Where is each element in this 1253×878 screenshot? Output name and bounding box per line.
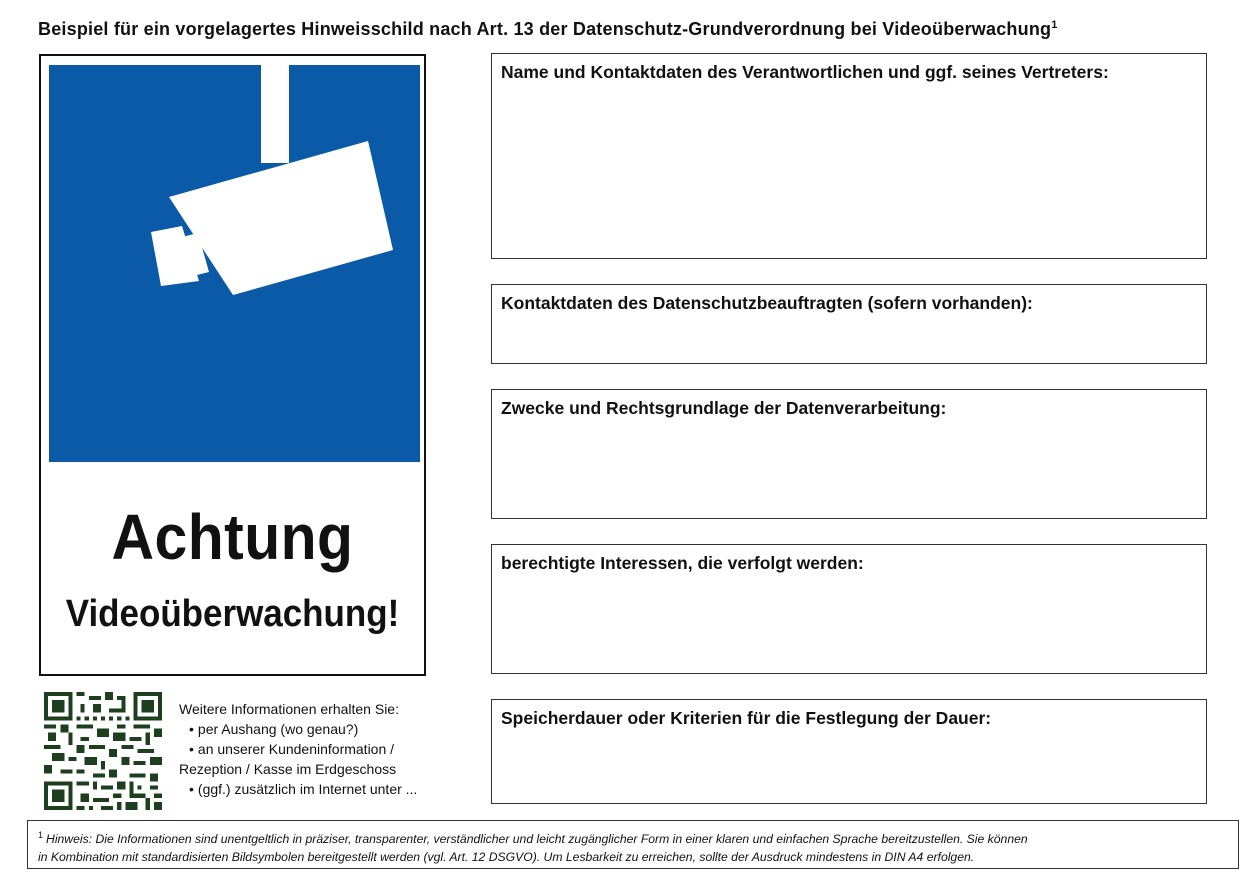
field-label: berechtigte Interessen, die verfolgt werden:	[501, 553, 864, 573]
info-item-reception: • an unserer Kundeninformation /	[179, 739, 417, 759]
info-item-reception-cont: Rezeption / Kasse im Erdgeschoss	[179, 761, 397, 777]
sign-pictogram-panel	[49, 65, 420, 462]
page-title: Beispiel für ein vorgelagertes Hinweisschild nach Art. 13 der Datenschutz-Grundverordnung bei Videoüberwachung$^1$	[38, 19, 1058, 39]
field-legitimate-interests[interactable]	[491, 544, 1207, 674]
footnote	[27, 820, 1239, 869]
further-information	[179, 699, 417, 799]
cctv-camera-icon	[49, 65, 420, 462]
footnote-line: $^1$ Hinweis: Die Informationen sind unentgeltlich in präziser, transparenter, verständlicher und leicht zugänglicher Form in einer klaren und einfachen Sprache bereitzustellen. Sie können	[38, 830, 1028, 847]
field-label: Zwecke und Rechtsgrundlage der Datenverarbeitung:	[501, 398, 947, 418]
field-label: Kontaktdaten des Datenschutzbeauftragten (sofern vorhanden):	[501, 293, 1033, 313]
qr-code-icon	[44, 692, 162, 810]
field-controller-contact[interactable]	[491, 53, 1207, 259]
field-label: Speicherdauer oder Kriterien für die Festlegung der Dauer:	[501, 708, 992, 728]
info-item-internet: • (ggf.) zusätzlich im Internet unter ...	[179, 779, 417, 799]
info-item-notice: • per Aushang (wo genau?)	[179, 719, 417, 739]
footnote-line: in Kombination mit standardisierten Bildsymbolen bereitgestellt werden (vgl. Art. 12 DSGVO). Um Lesbarkeit zu erreichen, sollte der Ausdruck mindestens in DIN A4 erfolgen.	[38, 850, 975, 865]
info-intro: Weitere Informationen erhalten Sie:	[179, 701, 399, 717]
field-storage-duration[interactable]	[491, 699, 1207, 804]
sign-subheading: Videoüberwachung!	[65, 593, 400, 635]
sign-heading: Achtung	[111, 501, 354, 573]
warning-sign	[39, 54, 426, 676]
field-dpo-contact[interactable]	[491, 284, 1207, 364]
field-label: Name und Kontaktdaten des Verantwortlichen und ggf. seines Vertreters:	[501, 62, 1109, 82]
field-purposes-legal-basis[interactable]	[491, 389, 1207, 519]
